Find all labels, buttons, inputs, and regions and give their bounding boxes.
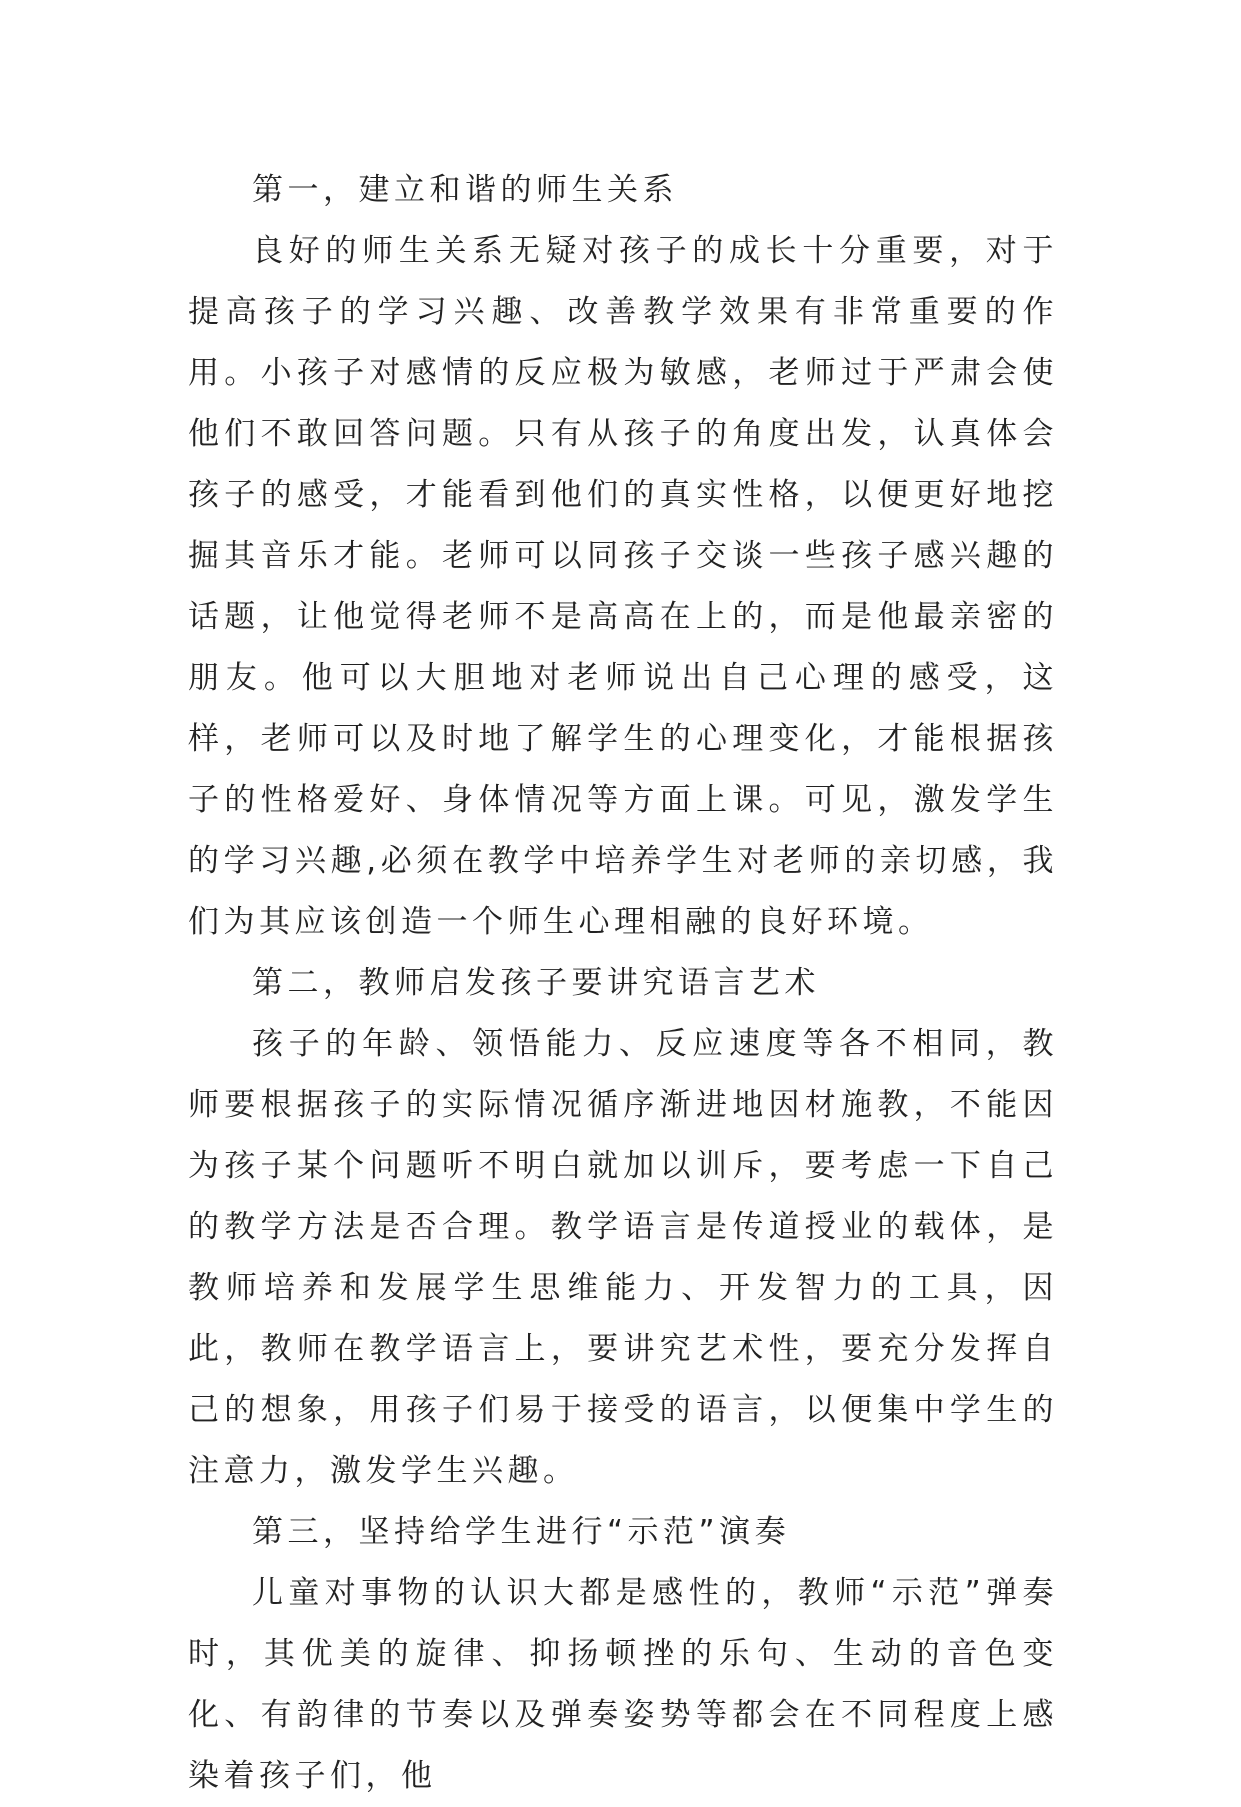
section-heading-3: 第三，坚持给学生进行“示范”演奏: [252, 1514, 791, 1550]
section-heading-1: 第一，建立和谐的师生关系: [252, 172, 678, 208]
section-heading-2: 第二，教师启发孩子要讲究语言艺术: [252, 965, 820, 1001]
section-paragraph-1: 良好的师生关系无疑对孩子的成长十分重要，对于提高孩子的学习兴趣、改善教学效果有非常重要的作用。小孩子对感情的反应极为敏感，老师过于严肃会使他们不敢回答问题。只有从孩子的角度出发，认真体会孩子的感受，才能看到他们的真实性格，以便更好地挖掘其音乐才能。老师可以同孩子交谈一些孩子感兴趣的话题，让他觉得老师不是高高在上的，而是他最亲密的朋友。他可以大胆地对老师说出自己心理的感受，这样，老师可以及时地了解学生的心理变化，才能根据孩子的性格爱好、身体情况等方面上课。可见，激发学生的学习兴趣,必须在教学中培养学生对老师的亲切感，我们为其应该创造一个师生心理相融的良好环境。: [188, 233, 1058, 940]
document-body: [188, 160, 1058, 1807]
section-paragraph-2: 孩子的年龄、领悟能力、反应速度等各不相同，教师要根据孩子的实际情况循序渐进地因材施教，不能因为孩子某个问题听不明白就加以训斥，要考虑一下自己的教学方法是否合理。教学语言是传道授业的载体，是教师培养和发展学生思维能力、开发智力的工具，因此，教师在教学语言上，要讲究艺术性，要充分发挥自己的想象，用孩子们易于接受的语言，以便集中学生的注意力，激发学生兴趣。: [188, 1026, 1058, 1489]
section-paragraph-3: 儿童对事物的认识大都是感性的，教师“示范”弹奏时，其优美的旋律、抑扬顿挫的乐句、生动的音色变化、有韵律的节奏以及弹奏姿势等都会在不同程度上感染着孩子们，他: [188, 1575, 1058, 1794]
